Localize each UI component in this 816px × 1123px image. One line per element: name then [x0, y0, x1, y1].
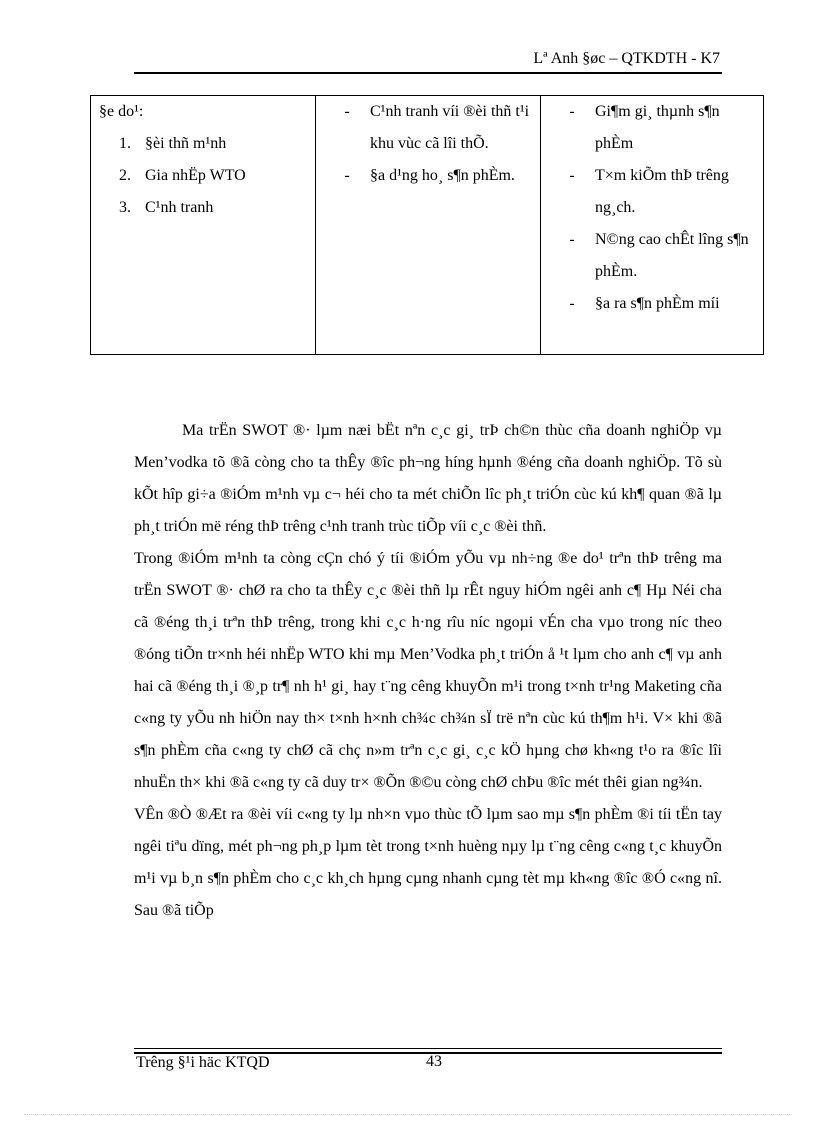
swot-strategy-table: [90, 95, 764, 355]
list-item: [324, 160, 532, 192]
strategy-cell-2: [541, 96, 764, 355]
threats-title: §e do¹:: [99, 103, 144, 120]
strategy-cell-1: [316, 96, 541, 355]
list-item: [549, 224, 755, 288]
page-bottom-border: [24, 1114, 792, 1115]
list-item-text: T×m kiÕm thÞ trêng ng¸ch.: [595, 167, 729, 216]
footer-school: Trêng §¹i häc KTQD: [136, 1054, 270, 1071]
list-item: [549, 288, 755, 320]
page-number: 43: [426, 1053, 442, 1070]
list-item: [549, 96, 755, 160]
header-rule: [134, 72, 722, 74]
dash-bullet: -: [569, 103, 575, 120]
threats-cell: [91, 96, 316, 355]
strategy-list-2: [549, 96, 755, 320]
paragraph: Ma trËn SWOT ®· lµm næi bËt nªn c¸c gi¸ trÞ ch©n thùc cña doanh nghiÖp vµ Men’vodka tõ ®ã còng cho ta thÊy ®îc ph¬ng híng hµnh ®éng cña doanh nghiÖp. Tõ sù kÕt hîp gi÷a ®iÓm m¹nh vµ c¬ héi cho ta mét chiÕn lîc ph¸t triÓn cùc kú kh¶ quan ®ã lµ ph¸t triÓn më réng thÞ trêng c¹nh tranh trùc tiÕp víi c¸c ®èi thñ.: [134, 422, 722, 535]
list-item-text: C¹nh tranh: [145, 199, 214, 216]
dash-bullet: -: [569, 167, 575, 184]
threats-list: [99, 128, 307, 224]
list-item-text: Gi¶m gi¸ thµnh s¶n phÈm: [595, 103, 720, 152]
list-item-text: §a d¹ng ho¸ s¶n phÈm.: [370, 167, 515, 184]
list-number: 1.: [119, 135, 131, 152]
list-item-text: N©ng cao chÊt lîng s¶n phÈm.: [595, 231, 749, 280]
paragraph: VÊn ®Ò ®Æt ra ®èi víi c«ng ty lµ nh×n vµo thùc tÕ lµm sao mµ s¶n phÈm ®i tíi tËn tay ngêi tiªu dïng, mét ph¬ng ph¸p lµm tèt trong t×nh huèng nµy lµ t¨ng cêng c«ng t¸c khuyÕn m¹i vµ b¸n s¶n phÈm cho c¸c kh¸ch hµng cµng nhanh cµng tèt mµ kh«ng ®îc ®Ó c«ng nî. Sau ®ã tiÕp: [134, 806, 722, 919]
list-item-text: §èi thñ m¹nh: [145, 135, 227, 152]
header-author-line: Lª Anh §øc – QTKDTH - K7: [533, 50, 720, 67]
list-item: [549, 160, 755, 224]
list-number: 2.: [119, 167, 131, 184]
list-item: [119, 160, 307, 192]
paragraph: Trong ®iÓm m¹nh ta còng cÇn chó ý tíi ®iÓm yÕu vµ nh÷ng ®e do¹ trªn thÞ trêng ma trËn SWOT ®· chØ ra cho ta thÊy c¸c ®èi thñ lµ rÊt nguy hiÓm ngêi anh c¶ Hµ Néi cha cã ®éng th¸i trªn thÞ trêng, trong khi c¸c h·ng rîu níc ngoµi vÉn cha vµo trong níc theo ®óng tiÕn tr×nh héi nhËp WTO khi mµ Men’Vodka ph¸t triÓn å ¹t lµm cho anh c¶ vµ anh hai cã ®éng th¸i ®¸p tr¶ nh h¹ gi¸ hay t¨ng cêng khuyÕn m¹i trong t×nh tr¹ng Maketing cña c«ng ty yÕu nh hiÖn nay th× t×nh h×nh ch¾c ch¾n sÏ trë nªn cùc kú th¶m h¹i. V× khi ®ã s¶n phÈm cña c«ng ty chØ cã chç n»m trªn c¸c gi¸ c¸c kÖ hµng chø kh«ng t¹o ra ®îc lîi nhuËn th× khi ®ã c«ng ty cã duy tr× ®Õn ®©u còng chØ chÞu ®îc mét thêi gian ng¾n.: [134, 550, 722, 791]
dash-bullet: -: [344, 167, 350, 184]
table-row: [91, 96, 764, 355]
list-item-text: Gia nhËp WTO: [145, 167, 246, 184]
list-item-text: §a ra s¶n phÈm míi: [595, 295, 720, 312]
strategy-list-1: [324, 96, 532, 192]
dash-bullet: -: [569, 231, 575, 248]
dash-bullet: -: [569, 295, 575, 312]
list-item: [324, 96, 532, 160]
list-item: [119, 192, 307, 224]
footer-rule: [134, 1048, 722, 1049]
list-item-text: C¹nh tranh víi ®èi thñ t¹i khu vùc cã lîi thÕ.: [370, 103, 530, 152]
list-item: [119, 128, 307, 160]
body-text: [134, 415, 722, 927]
list-number: 3.: [119, 199, 131, 216]
dash-bullet: -: [344, 103, 350, 120]
